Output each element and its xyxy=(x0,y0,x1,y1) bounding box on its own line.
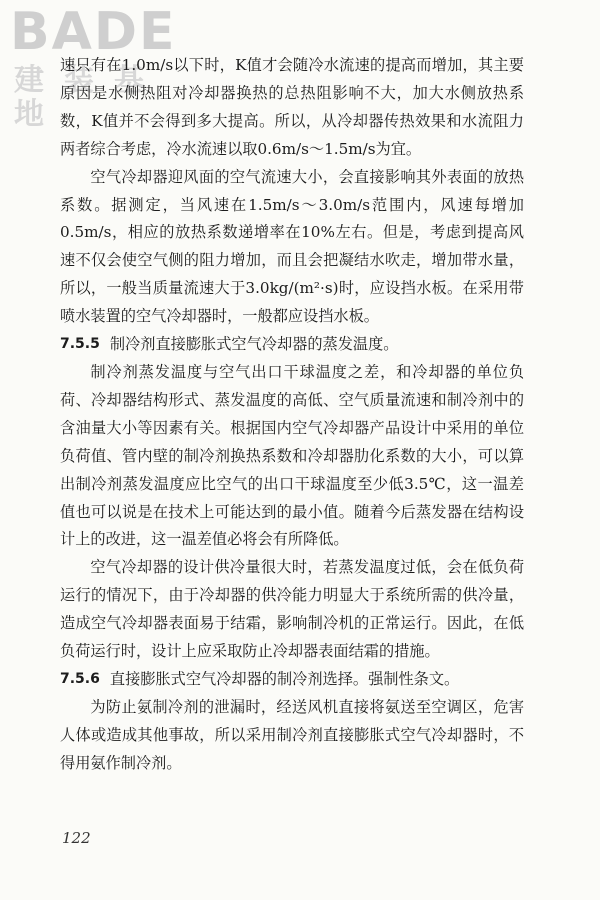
page-number: 122 xyxy=(62,829,91,847)
section-heading-7-5-5 xyxy=(60,331,524,359)
paragraph: 为防止氨制冷剂的泄漏时，经送风机直接将氨送至空调区，危害人体或造成其他事故，所以采用制冷剂直接膨胀式空气冷却器时，不得用氨作制冷剂。 xyxy=(60,697,524,772)
paragraph: 空气冷却器的设计供冷量很大时，若蒸发温度过低，会在低负荷运行的情况下，由于冷却器的供冷能力明显大于系统所需的供冷量，造成空气冷却器表面易于结霜，影响制冷机的正常运行。因此，在低负荷运行时，设计上应采取防止冷却器表面结霜的措施。 xyxy=(60,558,524,661)
paragraph: 速只有在1.0m/s以下时，K值才会随冷水流速的提高而增加，其主要原因是水侧热阻对冷却器换热的总热阻影响不大，加大水侧放热系数，K值并不会得到多大提高。所以，从冷却器传热效果和水流阻力两者综合考虑，冷水流速以取0.6m/s～1.5m/s为宜。 xyxy=(60,56,524,158)
paragraph: 空气冷却器迎风面的空气流速大小，会直接影响其外表面的放热系数。据测定，当风速在1.5m/s～3.0m/s范围内，风速每增加0.5m/s，相应的放热系数递增率在10%左右。但是，考虑到提高风速不仅会使空气侧的阻力增加，而且会把凝结水吹走，增加带水量，所以，一般当质量流速大于3.0kg/(m²·s)时，应设挡水板。在采用带喷水装置的空气冷却器时，一般都应设挡水板。 xyxy=(60,167,524,326)
section-number: 7.5.6 xyxy=(60,670,100,687)
section-title: 直接膨胀式空气冷却器的制冷剂选择。强制性条文。 xyxy=(109,669,460,688)
section-number: 7.5.5 xyxy=(60,336,100,353)
page-body xyxy=(60,52,524,778)
watermark-logo-cn: 建装基地 xyxy=(14,63,164,132)
watermark-logo-text: BADE xyxy=(10,2,177,62)
paragraph: 制冷剂蒸发温度与空气出口干球温度之差，和冷却器的单位负荷、冷却器结构形式、蒸发温度的高低、空气质量流速和制冷剂中的含油量大小等因素有关。根据国内空气冷却器产品设计中采用的单位负荷值、管内壁的制冷剂换热系数和冷却器肋化系数的大小，可以算出制冷剂蒸发温度应比空气的出口干球温度至少低3.5℃，这一温差值也可以说是在技术上可能达到的最小值。随着今后蒸发器在结构设计上的改进，这一温差值必将会有所降低。 xyxy=(60,362,524,549)
section-heading-7-5-6 xyxy=(60,666,524,694)
section-title: 制冷剂直接膨胀式空气冷却器的蒸发温度。 xyxy=(109,335,399,354)
